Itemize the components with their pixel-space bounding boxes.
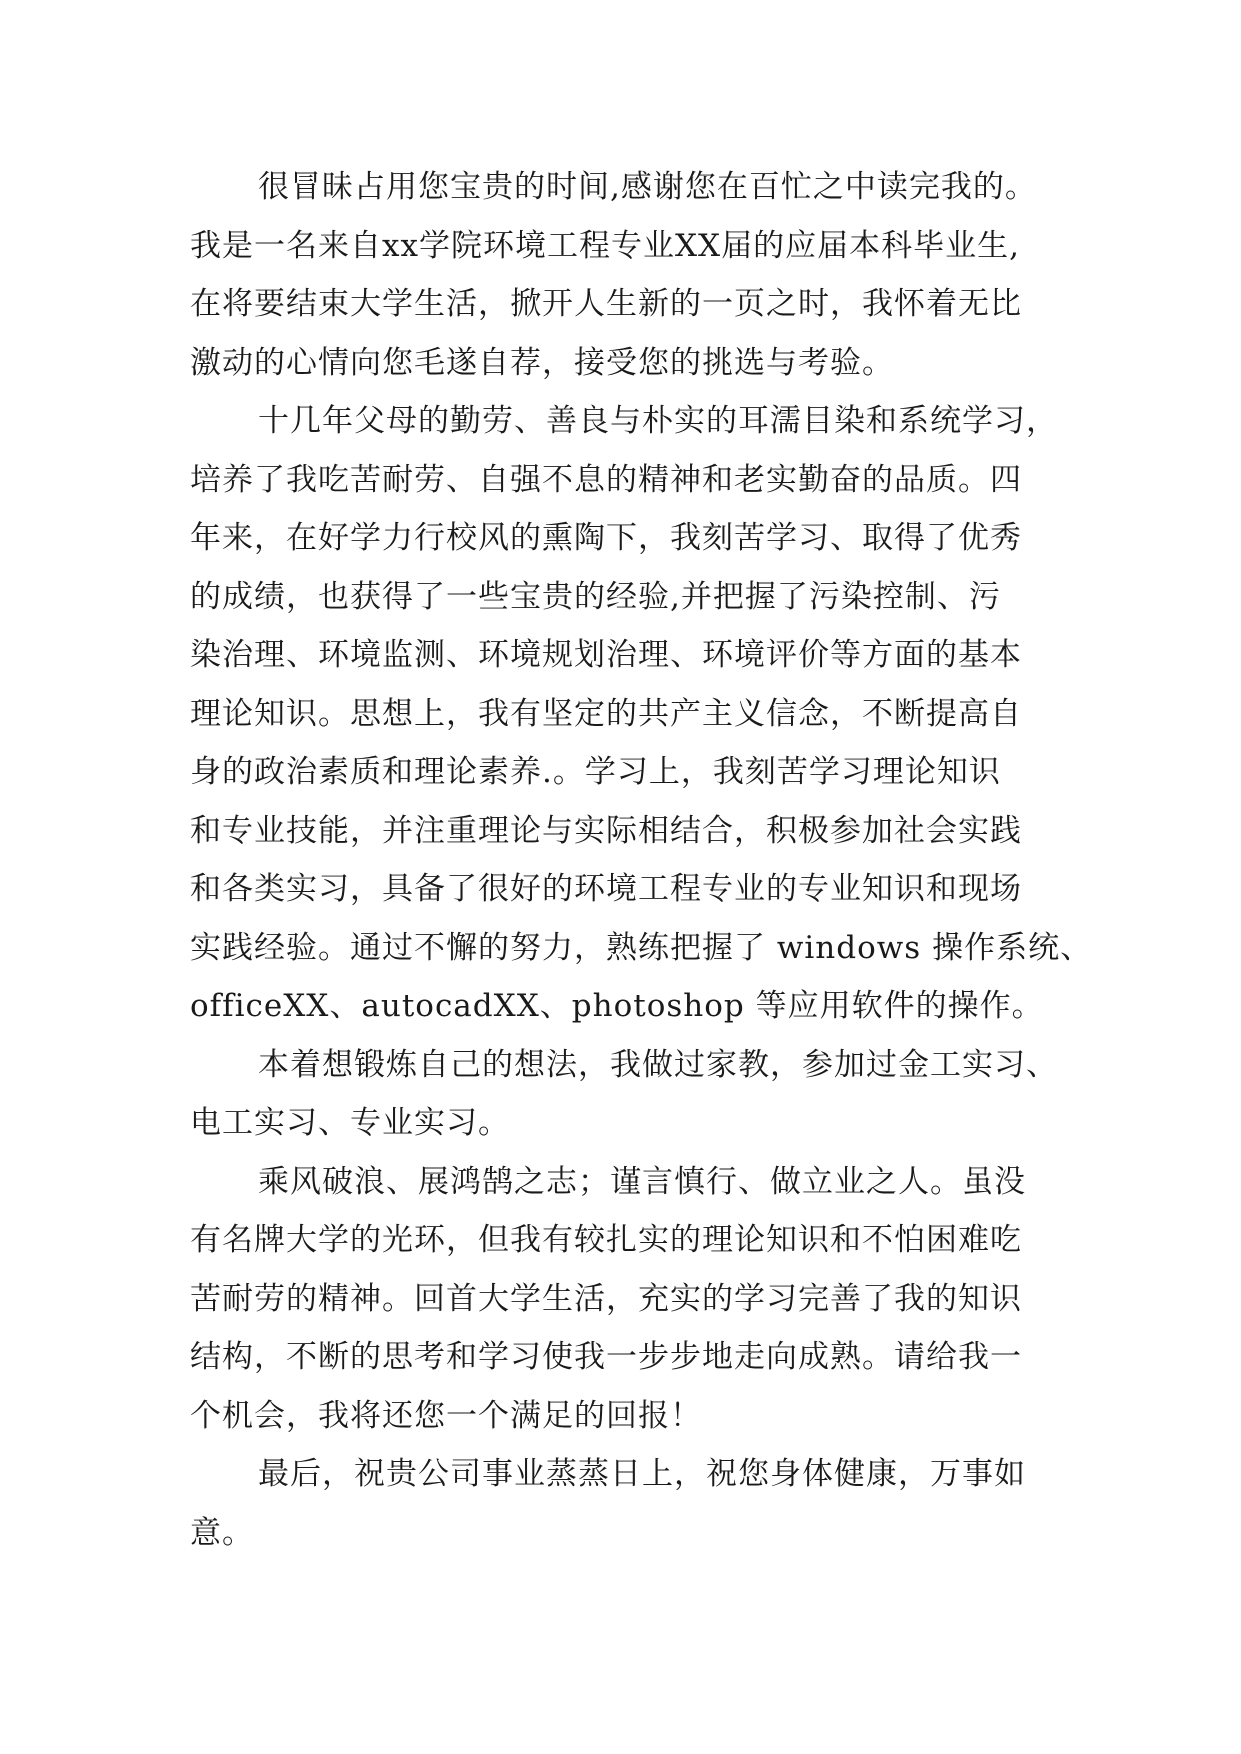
text-line: 结构，不断的思考和学习使我一步步地走向成熟。请给我一 [190, 1339, 1022, 1375]
text-line: 个机会，我将还您一个满足的回报！ [190, 1397, 702, 1434]
text-line: 我是一名来自xx学院环境工程专业XX届的应届本科毕业生, [190, 227, 1020, 264]
text-line: 和各类实习，具备了很好的环境工程专业的专业知识和现场 [190, 871, 1022, 907]
text-line: 理论知识。思想上，我有坚定的共产主义信念，不断提高自 [190, 695, 1022, 732]
text-line: 意。 [190, 1514, 254, 1551]
text-line: 乘风破浪、展鸿鹄之志；谨言慎行、做立业之人。虽没 [258, 1163, 1026, 1200]
text-line: officeXX、autocadXX、photoshop 等应用软件的操作。 [190, 988, 1044, 1024]
text-line: 十几年父母的勤劳、善良与朴实的耳濡目染和系统学习， [258, 403, 1058, 439]
text-line: 身的政治素质和理论素养.。学习上，我刻苦学习理论知识 [190, 754, 1001, 790]
text-line: 苦耐劳的精神。回首大学生活，充实的学习完善了我的知识 [190, 1280, 1022, 1317]
text-line: 染治理、环境监测、环境规划治理、环境评价等方面的基本 [190, 637, 1022, 673]
text-line: 有名牌大学的光环，但我有较扎实的理论知识和不怕困难吃 [190, 1222, 1022, 1258]
text-line: 很冒昧占用您宝贵的时间,感谢您在百忙之中读完我的。 [258, 169, 1037, 205]
text-line: 年来，在好学力行校风的熏陶下，我刻苦学习、取得了优秀 [190, 520, 1022, 556]
text-line: 最后，祝贵公司事业蒸蒸日上，祝您身体健康，万事如 [258, 1456, 1026, 1492]
text-line: 和专业技能，并注重理论与实际相结合，积极参加社会实践 [190, 812, 1022, 849]
text-line: 激动的心情向您毛遂自荐，接受您的挑选与考验。 [190, 344, 894, 381]
text-line: 培养了我吃苦耐劳、自强不息的精神和老实勤奋的品质。四 [190, 461, 1022, 498]
text-line: 电工实习、专业实习。 [190, 1105, 510, 1141]
text-line: 的成绩，也获得了一些宝贵的经验,并把握了污染控制、污 [190, 578, 1001, 615]
text-line: 本着想锻炼自己的想法，我做过家教，参加过金工实习、 [258, 1046, 1058, 1083]
cover-letter-body [190, 158, 1093, 1562]
text-line: 实践经验。通过不懈的努力，熟练把握了 windows 操作系统、 [190, 929, 1093, 966]
text-line: 在将要结束大学生活，掀开人生新的一页之时，我怀着无比 [190, 286, 1022, 322]
